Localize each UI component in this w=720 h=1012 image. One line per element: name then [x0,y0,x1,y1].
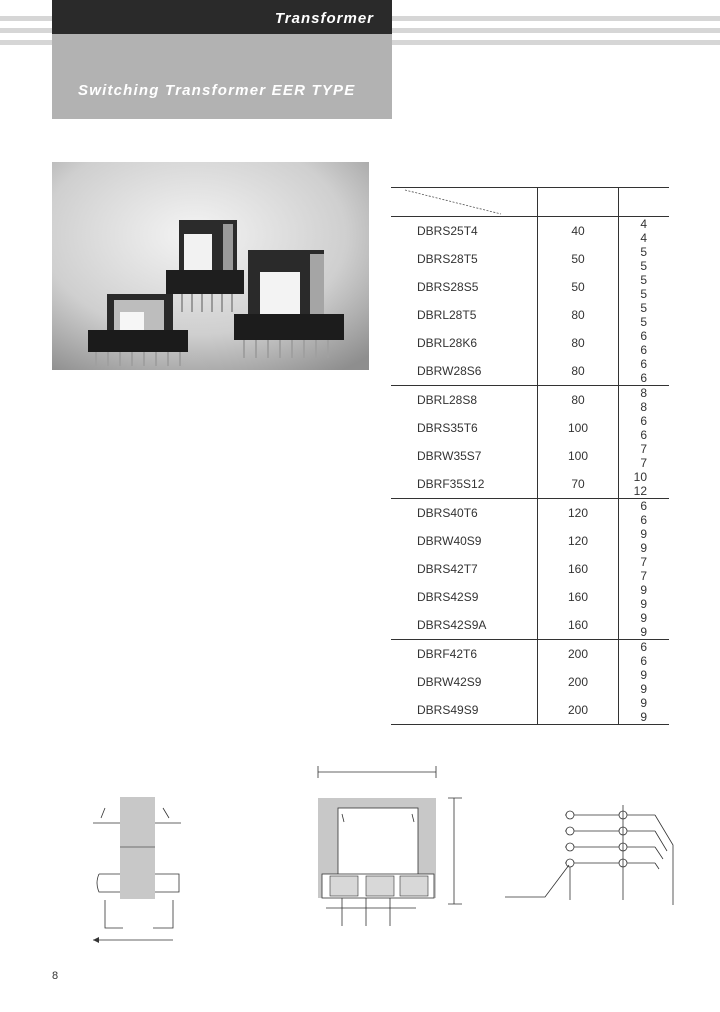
value-cell: 160 [538,583,619,611]
pair-a: 9 [640,611,647,625]
table-row [391,442,669,470]
value-cell: 80 [538,357,619,386]
schematic-diagram [505,805,685,910]
table-row [391,611,669,640]
value-cell: 100 [538,414,619,442]
front-view-diagram [312,766,472,936]
model-cell: DBRS35T6 [391,414,538,442]
pair-b: 7 [640,569,647,583]
pair-b: 6 [640,513,647,527]
pair-cell [619,386,670,415]
pair-b: 5 [640,259,647,273]
pair-cell [619,245,670,273]
pair-a: 6 [640,640,647,654]
pair-a: 5 [640,273,647,287]
pair-b: 6 [640,343,647,357]
model-cell: DBRF35S12 [391,470,538,499]
table-row [391,357,669,386]
pair-cell [619,527,670,555]
value-cell: 200 [538,640,619,669]
model-cell: DBRS28S5 [391,273,538,301]
value-cell: 50 [538,273,619,301]
pair-cell [619,273,670,301]
pair-cell [619,301,670,329]
pair-a: 9 [640,527,647,541]
pair-b: 12 [633,484,647,498]
pair-cell [619,414,670,442]
header-stripe [392,40,720,45]
pair-a: 6 [640,499,647,513]
pair-a: 9 [640,668,647,682]
pair-b: 9 [640,625,647,639]
model-cell: DBRS40T6 [391,499,538,528]
spec-table [391,187,669,725]
value-cell: 40 [538,217,619,246]
pair-a: 6 [640,357,647,371]
table-row [391,470,669,499]
header-cell [538,188,619,217]
category-label: Transformer [274,10,374,27]
table-row [391,583,669,611]
model-cell: DBRW40S9 [391,527,538,555]
header-stripe [392,28,720,33]
pair-cell [619,329,670,357]
category-banner [52,0,392,34]
table-row [391,668,669,696]
pair-cell [619,470,670,499]
pair-b: 5 [640,315,647,329]
table-row [391,696,669,725]
value-cell: 120 [538,499,619,528]
pair-b: 9 [640,682,647,696]
table-row [391,329,669,357]
model-cell: DBRW42S9 [391,668,538,696]
pair-a: 5 [640,245,647,259]
model-cell: DBRS42T7 [391,555,538,583]
pair-b: 8 [640,400,647,414]
table-row [391,499,669,528]
table-row [391,414,669,442]
pair-b: 9 [640,541,647,555]
model-cell: DBRL28S8 [391,386,538,415]
model-cell: DBRF42T6 [391,640,538,669]
pair-b: 6 [640,654,647,668]
pair-a: 9 [640,583,647,597]
pair-cell [619,357,670,386]
value-cell: 80 [538,329,619,357]
model-cell: DBRS42S9 [391,583,538,611]
pair-cell [619,442,670,470]
pair-b: 9 [640,710,647,724]
pair-cell [619,696,670,725]
pair-b: 9 [640,597,647,611]
table-row [391,301,669,329]
table-row [391,217,669,246]
value-cell: 80 [538,386,619,415]
model-cell: DBRW35S7 [391,442,538,470]
model-cell: DBRS28T5 [391,245,538,273]
model-cell: DBRL28K6 [391,329,538,357]
value-cell: 50 [538,245,619,273]
page-number: 8 [52,970,59,982]
transformers-photo [52,162,369,370]
table-row [391,386,669,415]
table-row [391,527,669,555]
model-cell: DBRS49S9 [391,696,538,725]
value-cell: 160 [538,611,619,640]
pair-a: 8 [640,386,647,400]
pair-cell [619,583,670,611]
pair-cell [619,555,670,583]
header-stripe [392,16,720,21]
header-cell [619,188,670,217]
model-cell: DBRS42S9A [391,611,538,640]
header-diagonal-cell [391,188,538,217]
header-stripe [0,16,52,21]
header-stripe [0,40,52,45]
model-cell: DBRW28S6 [391,357,538,386]
pair-b: 5 [640,287,647,301]
page-title: Switching Transformer EER TYPE [78,82,356,99]
value-cell: 200 [538,668,619,696]
pair-b: 6 [640,428,647,442]
model-cell: DBRL28T5 [391,301,538,329]
pair-a: 7 [640,442,647,456]
pair-b: 6 [640,371,647,385]
pair-a: 10 [633,470,647,484]
pair-a: 6 [640,329,647,343]
side-view-diagram [85,790,195,950]
pair-a: 5 [640,301,647,315]
pair-b: 4 [640,231,647,245]
pair-a: 6 [640,414,647,428]
value-cell: 80 [538,301,619,329]
model-cell: DBRS25T4 [391,217,538,246]
value-cell: 70 [538,470,619,499]
table-row [391,273,669,301]
pair-cell [619,668,670,696]
pair-cell [619,611,670,640]
pair-a: 9 [640,696,647,710]
pair-a: 4 [640,217,647,231]
table-header-row [391,188,669,217]
table-row [391,640,669,669]
pair-cell [619,640,670,669]
pair-a: 7 [640,555,647,569]
value-cell: 100 [538,442,619,470]
value-cell: 160 [538,555,619,583]
table-row [391,245,669,273]
value-cell: 120 [538,527,619,555]
pair-b: 7 [640,456,647,470]
header-stripe [0,28,52,33]
title-banner [52,34,392,119]
pair-cell [619,499,670,528]
table-row [391,555,669,583]
value-cell: 200 [538,696,619,725]
pair-cell [619,217,670,246]
